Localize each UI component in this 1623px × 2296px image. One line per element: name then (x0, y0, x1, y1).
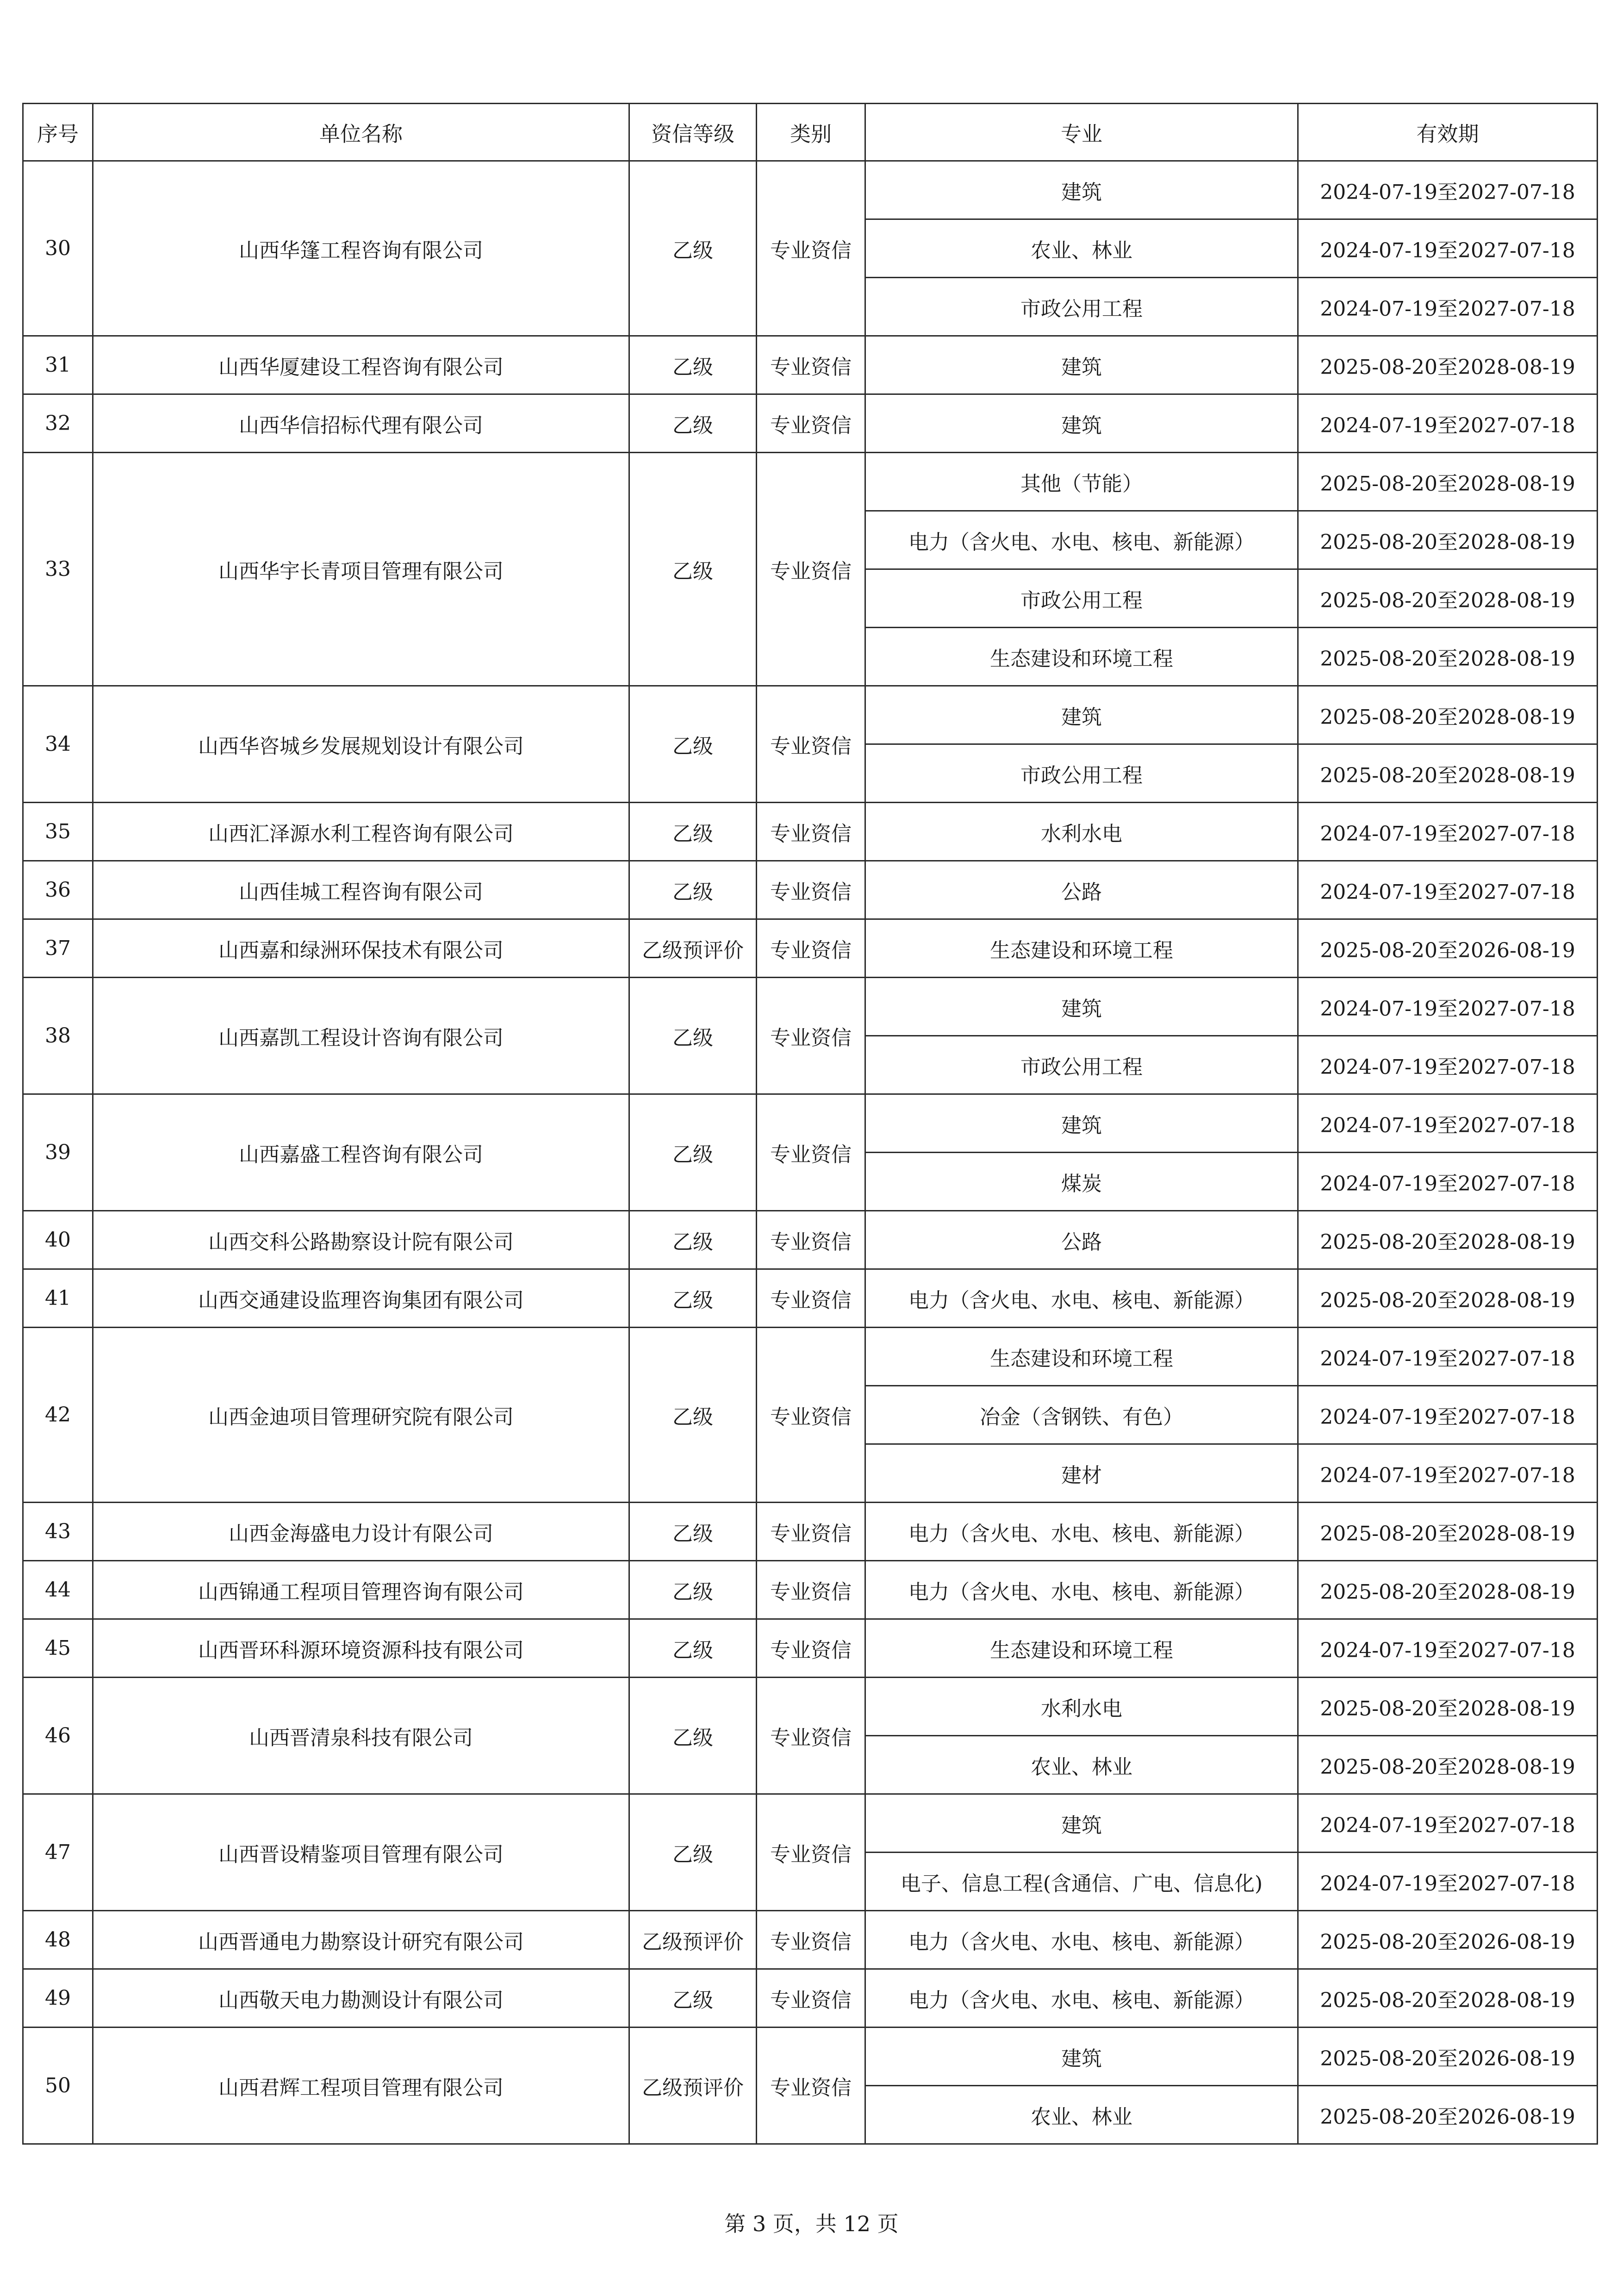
cell-validity: 2025-08-20至2028-08-19 (1298, 1736, 1598, 1794)
cell-major: 市政公用工程 (865, 278, 1298, 336)
cell-qualification-level: 乙级 (629, 978, 757, 1094)
cell-validity: 2025-08-20至2028-08-19 (1298, 628, 1598, 686)
cell-unit-name: 山西晋清泉科技有限公司 (93, 1678, 629, 1794)
cell-major: 生态建设和环境工程 (865, 628, 1298, 686)
cell-major: 建筑 (865, 1794, 1298, 1853)
cell-qualification-level: 乙级预评价 (629, 2028, 757, 2144)
cell-qualification-level: 乙级预评价 (629, 1911, 757, 1969)
table-row (23, 978, 1598, 1036)
cell-validity: 2024-07-19至2027-07-18 (1298, 278, 1598, 336)
cell-qualification-level: 乙级 (629, 1269, 757, 1328)
cell-category: 专业资信 (757, 919, 865, 978)
cell-validity: 2025-08-20至2026-08-19 (1298, 919, 1598, 978)
cell-category: 专业资信 (757, 978, 865, 1094)
cell-major: 建筑 (865, 1094, 1298, 1153)
cell-major: 建筑 (865, 161, 1298, 219)
cell-major: 公路 (865, 1211, 1298, 1269)
cell-category: 专业资信 (757, 453, 865, 686)
cell-validity: 2025-08-20至2028-08-19 (1298, 569, 1598, 628)
cell-qualification-level: 乙级 (629, 1619, 757, 1678)
table-row (23, 861, 1598, 919)
cell-unit-name: 山西华厦建设工程咨询有限公司 (93, 336, 629, 394)
table-body (23, 161, 1598, 2144)
cell-qualification-level: 乙级预评价 (629, 919, 757, 978)
table-row (23, 1561, 1598, 1619)
cell-major: 农业、林业 (865, 1736, 1298, 1794)
cell-major: 电子、信息工程(含通信、广电、信息化) (865, 1853, 1298, 1911)
cell-unit-name: 山西华宇长青项目管理有限公司 (93, 453, 629, 686)
cell-major: 农业、林业 (865, 2086, 1298, 2144)
cell-validity: 2024-07-19至2027-07-18 (1298, 1153, 1598, 1211)
cell-validity: 2024-07-19至2027-07-18 (1298, 1386, 1598, 1444)
cell-validity: 2025-08-20至2026-08-19 (1298, 1911, 1598, 1969)
cell-qualification-level: 乙级 (629, 1561, 757, 1619)
cell-qualification-level: 乙级 (629, 1678, 757, 1794)
cell-major: 公路 (865, 861, 1298, 919)
cell-validity: 2024-07-19至2027-07-18 (1298, 861, 1598, 919)
cell-seq: 45 (23, 1619, 93, 1678)
cell-major: 建筑 (865, 394, 1298, 453)
cell-category: 专业资信 (757, 1794, 865, 1911)
cell-seq: 40 (23, 1211, 93, 1269)
cell-validity: 2025-08-20至2028-08-19 (1298, 1211, 1598, 1269)
cell-major: 电力（含火电、水电、核电、新能源） (865, 511, 1298, 569)
table-row (23, 394, 1598, 453)
table-row (23, 1678, 1598, 1736)
cell-category: 专业资信 (757, 1969, 865, 2028)
table-row (23, 686, 1598, 744)
cell-seq: 44 (23, 1561, 93, 1619)
cell-validity: 2025-08-20至2028-08-19 (1298, 1503, 1598, 1561)
cell-validity: 2024-07-19至2027-07-18 (1298, 219, 1598, 278)
cell-category: 专业资信 (757, 1561, 865, 1619)
cell-major: 水利水电 (865, 803, 1298, 861)
cell-qualification-level: 乙级 (629, 394, 757, 453)
table-row (23, 1503, 1598, 1561)
cell-category: 专业资信 (757, 686, 865, 803)
cell-unit-name: 山西嘉和绿洲环保技术有限公司 (93, 919, 629, 978)
cell-unit-name: 山西晋环科源环境资源科技有限公司 (93, 1619, 629, 1678)
cell-category: 专业资信 (757, 861, 865, 919)
cell-category: 专业资信 (757, 161, 865, 336)
table-row (23, 2028, 1598, 2086)
cell-major: 生态建设和环境工程 (865, 919, 1298, 978)
page-number-footer: 第 3 页，共 12 页 (724, 2211, 899, 2236)
cell-unit-name: 山西晋通电力勘察设计研究有限公司 (93, 1911, 629, 1969)
cell-unit-name: 山西交科公路勘察设计院有限公司 (93, 1211, 629, 1269)
table-row (23, 453, 1598, 511)
cell-qualification-level: 乙级 (629, 1094, 757, 1211)
cell-validity: 2024-07-19至2027-07-18 (1298, 161, 1598, 219)
cell-major: 煤炭 (865, 1153, 1298, 1211)
cell-qualification-level: 乙级 (629, 1328, 757, 1503)
header-major: 专业 (865, 104, 1298, 161)
table-row (23, 1794, 1598, 1853)
cell-category: 专业资信 (757, 1211, 865, 1269)
cell-seq: 34 (23, 686, 93, 803)
cell-qualification-level: 乙级 (629, 803, 757, 861)
cell-unit-name: 山西交通建设监理咨询集团有限公司 (93, 1269, 629, 1328)
cell-category: 专业资信 (757, 1269, 865, 1328)
cell-major: 建筑 (865, 978, 1298, 1036)
cell-unit-name: 山西嘉盛工程咨询有限公司 (93, 1094, 629, 1211)
cell-validity: 2025-08-20至2026-08-19 (1298, 2086, 1598, 2144)
cell-validity: 2025-08-20至2028-08-19 (1298, 1561, 1598, 1619)
cell-category: 专业资信 (757, 1678, 865, 1794)
cell-validity: 2024-07-19至2027-07-18 (1298, 1328, 1598, 1386)
table-header-row (23, 104, 1598, 161)
cell-major: 电力（含火电、水电、核电、新能源） (865, 1503, 1298, 1561)
cell-validity: 2025-08-20至2028-08-19 (1298, 1269, 1598, 1328)
cell-category: 专业资信 (757, 2028, 865, 2144)
cell-validity: 2025-08-20至2028-08-19 (1298, 511, 1598, 569)
cell-unit-name: 山西金迪项目管理研究院有限公司 (93, 1328, 629, 1503)
cell-seq: 49 (23, 1969, 93, 2028)
cell-unit-name: 山西晋设精鉴项目管理有限公司 (93, 1794, 629, 1911)
table-row (23, 161, 1598, 219)
cell-seq: 36 (23, 861, 93, 919)
header-qualification-level: 资信等级 (629, 104, 757, 161)
cell-qualification-level: 乙级 (629, 453, 757, 686)
header-seq: 序号 (23, 104, 93, 161)
table-row (23, 803, 1598, 861)
cell-validity: 2024-07-19至2027-07-18 (1298, 978, 1598, 1036)
cell-seq: 47 (23, 1794, 93, 1911)
cell-seq: 46 (23, 1678, 93, 1794)
cell-major: 水利水电 (865, 1678, 1298, 1736)
cell-major: 生态建设和环境工程 (865, 1619, 1298, 1678)
cell-seq: 39 (23, 1094, 93, 1211)
cell-qualification-level: 乙级 (629, 861, 757, 919)
cell-validity: 2024-07-19至2027-07-18 (1298, 1794, 1598, 1853)
cell-unit-name: 山西君辉工程项目管理有限公司 (93, 2028, 629, 2144)
cell-unit-name: 山西华篷工程咨询有限公司 (93, 161, 629, 336)
cell-qualification-level: 乙级 (629, 161, 757, 336)
cell-validity: 2025-08-20至2028-08-19 (1298, 1678, 1598, 1736)
cell-major: 电力（含火电、水电、核电、新能源） (865, 1911, 1298, 1969)
cell-validity: 2025-08-20至2026-08-19 (1298, 2028, 1598, 2086)
cell-validity: 2024-07-19至2027-07-18 (1298, 1094, 1598, 1153)
cell-qualification-level: 乙级 (629, 1969, 757, 2028)
cell-seq: 43 (23, 1503, 93, 1561)
cell-unit-name: 山西华信招标代理有限公司 (93, 394, 629, 453)
table-row (23, 1094, 1598, 1153)
table-row (23, 336, 1598, 394)
cell-qualification-level: 乙级 (629, 686, 757, 803)
cell-seq: 33 (23, 453, 93, 686)
cell-unit-name: 山西锦通工程项目管理咨询有限公司 (93, 1561, 629, 1619)
cell-validity: 2024-07-19至2027-07-18 (1298, 1036, 1598, 1094)
cell-major: 市政公用工程 (865, 1036, 1298, 1094)
table-row (23, 919, 1598, 978)
cell-seq: 42 (23, 1328, 93, 1503)
cell-validity: 2024-07-19至2027-07-18 (1298, 394, 1598, 453)
cell-major: 生态建设和环境工程 (865, 1328, 1298, 1386)
cell-seq: 32 (23, 394, 93, 453)
cell-seq: 48 (23, 1911, 93, 1969)
header-unit-name: 单位名称 (93, 104, 629, 161)
cell-category: 专业资信 (757, 1503, 865, 1561)
cell-major: 市政公用工程 (865, 569, 1298, 628)
cell-unit-name: 山西嘉凯工程设计咨询有限公司 (93, 978, 629, 1094)
cell-major: 市政公用工程 (865, 744, 1298, 803)
cell-category: 专业资信 (757, 1619, 865, 1678)
table-row (23, 1911, 1598, 1969)
cell-unit-name: 山西汇泽源水利工程咨询有限公司 (93, 803, 629, 861)
cell-major: 建筑 (865, 2028, 1298, 2086)
qualification-table (22, 103, 1598, 2145)
cell-seq: 35 (23, 803, 93, 861)
cell-major: 农业、林业 (865, 219, 1298, 278)
cell-major: 建材 (865, 1444, 1298, 1503)
cell-category: 专业资信 (757, 394, 865, 453)
cell-qualification-level: 乙级 (629, 336, 757, 394)
cell-validity: 2025-08-20至2028-08-19 (1298, 453, 1598, 511)
cell-unit-name: 山西佳城工程咨询有限公司 (93, 861, 629, 919)
cell-qualification-level: 乙级 (629, 1794, 757, 1911)
cell-major: 电力（含火电、水电、核电、新能源） (865, 1269, 1298, 1328)
cell-major: 其他（节能） (865, 453, 1298, 511)
table-row (23, 1969, 1598, 2028)
cell-major: 冶金（含钢铁、有色） (865, 1386, 1298, 1444)
cell-validity: 2024-07-19至2027-07-18 (1298, 803, 1598, 861)
cell-category: 专业资信 (757, 803, 865, 861)
cell-validity: 2024-07-19至2027-07-18 (1298, 1853, 1598, 1911)
cell-category: 专业资信 (757, 1911, 865, 1969)
cell-validity: 2025-08-20至2028-08-19 (1298, 744, 1598, 803)
cell-major: 电力（含火电、水电、核电、新能源） (865, 1561, 1298, 1619)
cell-validity: 2024-07-19至2027-07-18 (1298, 1444, 1598, 1503)
cell-major: 建筑 (865, 336, 1298, 394)
cell-category: 专业资信 (757, 1328, 865, 1503)
table-row (23, 1269, 1598, 1328)
cell-seq: 37 (23, 919, 93, 978)
header-validity: 有效期 (1298, 104, 1598, 161)
cell-category: 专业资信 (757, 1094, 865, 1211)
cell-category: 专业资信 (757, 336, 865, 394)
cell-validity: 2025-08-20至2028-08-19 (1298, 1969, 1598, 2028)
cell-major: 建筑 (865, 686, 1298, 744)
cell-unit-name: 山西华咨城乡发展规划设计有限公司 (93, 686, 629, 803)
table-row (23, 1328, 1598, 1386)
cell-major: 电力（含火电、水电、核电、新能源） (865, 1969, 1298, 2028)
cell-validity: 2024-07-19至2027-07-18 (1298, 1619, 1598, 1678)
table-row (23, 1619, 1598, 1678)
cell-seq: 50 (23, 2028, 93, 2144)
cell-qualification-level: 乙级 (629, 1211, 757, 1269)
cell-validity: 2025-08-20至2028-08-19 (1298, 336, 1598, 394)
cell-qualification-level: 乙级 (629, 1503, 757, 1561)
cell-unit-name: 山西敬天电力勘测设计有限公司 (93, 1969, 629, 2028)
cell-seq: 38 (23, 978, 93, 1094)
cell-validity: 2025-08-20至2028-08-19 (1298, 686, 1598, 744)
cell-seq: 31 (23, 336, 93, 394)
cell-seq: 41 (23, 1269, 93, 1328)
cell-unit-name: 山西金海盛电力设计有限公司 (93, 1503, 629, 1561)
table-row (23, 1211, 1598, 1269)
cell-seq: 30 (23, 161, 93, 336)
header-category: 类别 (757, 104, 865, 161)
